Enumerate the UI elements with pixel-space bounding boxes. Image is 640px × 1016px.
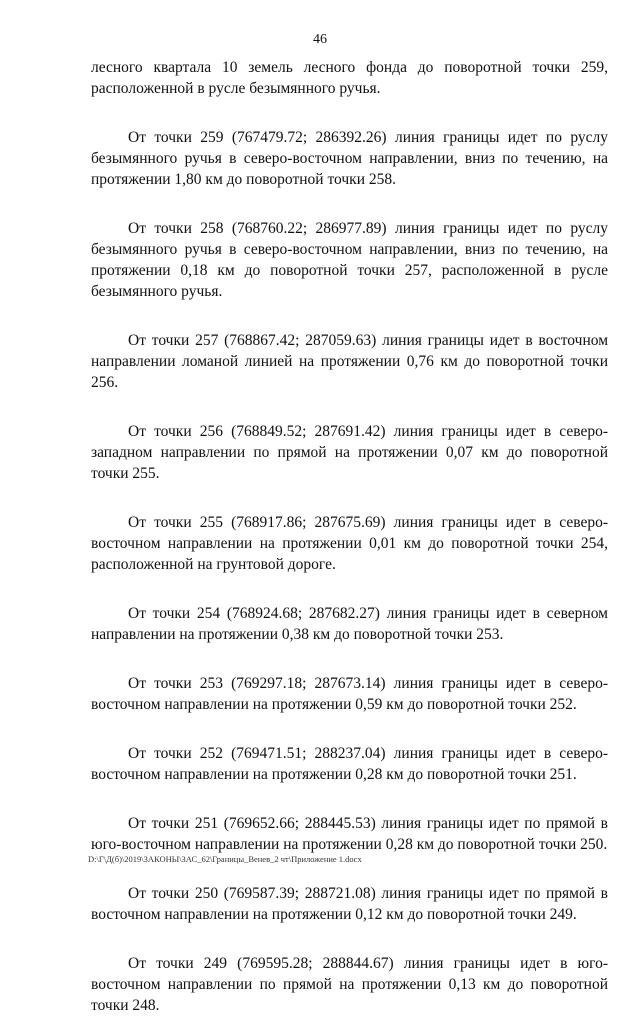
paragraph-continuation: лесного квартала 10 земель лесного фонда до поворотной точки 259, расположенной в русле безымянного ручья. (91, 59, 608, 97)
paragraph-point-255: От точки 255 (768917.86; 287675.69) линия границы идет в северо-восточном направлении на протяжении 0,01 км до поворотной точки 254, расположенной на грунтовой дороге. (91, 514, 608, 573)
paragraph-point-251: От точки 251 (769652.66; 288445.53) линия границы идет по прямой в юго-восточном направлении на протяжении 0,28 км до поворотной точки 250. (91, 815, 608, 853)
paragraph-point-257: От точки 257 (768867.42; 287059.63) линия границы идет в восточном направлении ломаной линией на протяжении 0,76 км до поворотной точки 256. (91, 332, 608, 391)
footer-file-path: D:\Г\Д(б)\2019\ЗАКОНЫ\ЗАС_62\Границы_Венев_2 чт\Приложение 1.docx (88, 854, 362, 864)
page-number: 46 (313, 32, 327, 47)
paragraph-point-256: От точки 256 (768849.52; 287691.42) линия границы идет в северо-западном направлении по прямой на протяжении 0,07 км до поворотной точки 255. (91, 423, 608, 482)
paragraph-point-250: От точки 250 (769587.39; 288721.08) линия границы идет по прямой в восточном направлении на протяжении 0,12 км до поворотной точки 249. (91, 885, 608, 923)
paragraph-point-258: От точки 258 (768760.22; 286977.89) линия границы идет по руслу безымянного ручья в северо-восточном направлении, вниз по течению, на протяжении 0,18 км до поворотной точки 257, расположенной в русле безымянного ручья. (91, 220, 608, 300)
paragraph-point-249: От точки 249 (769595.28; 288844.67) линия границы идет в юго-восточном направлении по прямой на протяжении 0,13 км до поворотной точки 248. (91, 955, 608, 1014)
paragraph-point-259: От точки 259 (767479.72; 286392.26) линия границы идет по руслу безымянного ручья в северо-восточном направлении, вниз по течению, на протяжении 1,80 км до поворотной точки 258. (91, 129, 608, 188)
paragraph-point-253: От точки 253 (769297.18; 287673.14) линия границы идет в северо-восточном направлении на протяжении 0,59 км до поворотной точки 252. (91, 675, 608, 713)
paragraph-point-252: От точки 252 (769471.51; 288237.04) линия границы идет в северо-восточном направлении на протяжении 0,28 км до поворотной точки 251. (91, 745, 608, 783)
paragraph-point-254: От точки 254 (768924.68; 287682.27) линия границы идет в северном направлении на протяжении 0,38 км до поворотной точки 253. (91, 605, 608, 643)
document-body (91, 57, 608, 1016)
